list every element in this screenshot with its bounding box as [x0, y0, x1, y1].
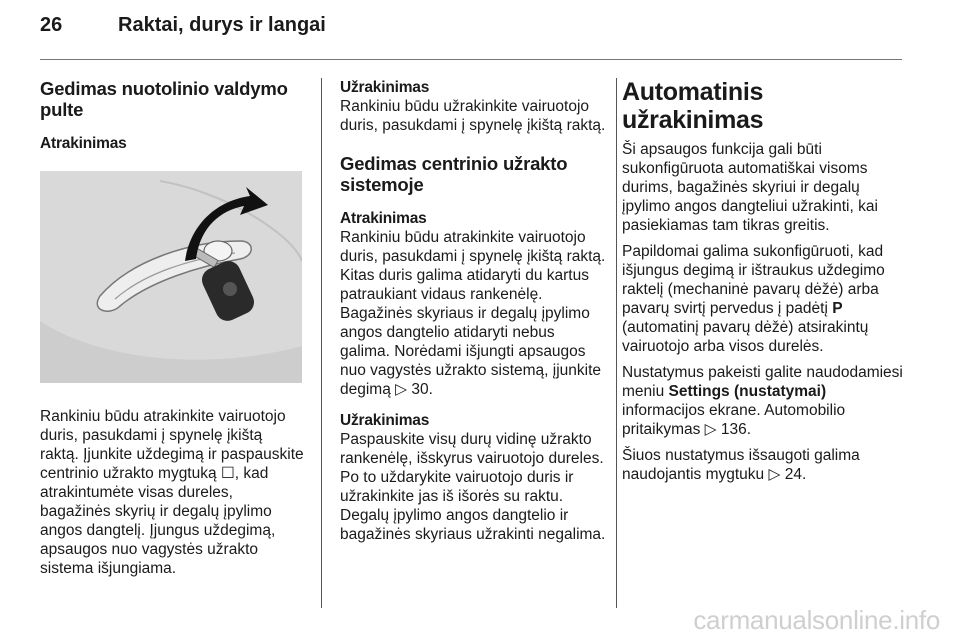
- subheading-unlocking-2: Atrakinimas: [340, 210, 427, 227]
- column-1: [40, 78, 304, 585]
- section-heading-auto-lock: Automatinis užrakinimas: [622, 78, 764, 134]
- settings-paragraph: Nustatymus pakeisti galite naudodamiesi meniu Settings (nustatymai) informacijos ekrane. Automobilio pritaikymas ▷ 136.: [622, 364, 903, 438]
- column-3: [622, 78, 907, 491]
- manual-unlock-paragraph: Rankiniu būdu atrakinkite vairuotojo duris, pasukdami į spynelę įkištą raktą. Kitas duris galima atidaryti du kartus patraukiant vidaus rankenėlę. Bagažinės skyriaus ir degalų įpylimo angos dangtelio atidaryti nebus galima. Norėdami išjungti apsaugos nuo vagystės užrakto sistemą, įjunkite degimą ▷ 30.: [340, 229, 606, 398]
- column-2: [340, 78, 606, 551]
- header-divider: [40, 59, 902, 60]
- subheading-locking-2: Užrakinimas: [340, 412, 430, 429]
- auto-unlock-description: Papildomai galima sukonfigūruoti, kad išjungus degimą ir ištraukus uždegimo raktelį (mechaninė pavarų dėžė) arba pavarų svirtį pervedus į padėtį P (automatinį pavarų dėžė) atsirakintų vairuotojo arba visos durelės.: [622, 243, 885, 355]
- unlock-instructions-paragraph: Rankiniu būdu atrakinkite vairuotojo duris, pasukdami į spynelę įkištą raktą. Įjunkite uždegimą ir paspauskite centrinio užrakto mygtuką ☐, kad atrakintumėte visas dureles, bagažinės skyrių ir degalų įpylimo angos dangtelį. Įjungus uždegimą, apsaugos nuo vagystės užrakto sistema išjungiama.: [40, 408, 304, 577]
- column-divider-2: [616, 78, 617, 608]
- page-number: 26: [40, 14, 63, 36]
- door-handle-with-key-icon: [40, 171, 302, 383]
- auto-lock-description: Ši apsaugos funkcija gali būti sukonfigūruota automatiškai visoms durims, bagažinės skyriui ir degalų įpylimo angos dangteliui užrakinti, kai pasiekiamas tam tikras greitis.: [622, 141, 878, 234]
- section-heading-central-lock-failure: Gedimas centrinio užrakto sistemoje: [340, 153, 568, 195]
- page-header: [40, 14, 326, 46]
- column-divider-1: [321, 78, 322, 608]
- subheading-locking: Užrakinimas: [340, 79, 430, 96]
- watermark: carmanualsonline.info: [693, 605, 940, 635]
- save-settings-paragraph: Šiuos nustatymus išsaugoti galima naudojantis mygtuku ▷ 24.: [622, 447, 860, 483]
- manual-lock-paragraph: Rankiniu būdu užrakinkite vairuotojo duris, pasukdami į spynelę įkištą raktą.: [340, 98, 606, 134]
- section-heading-remote-failure: Gedimas nuotolinio valdymo pulte: [40, 78, 288, 120]
- lock-procedure-paragraph: Paspauskite visų durų vidinę užrakto rankenėlę, išskyrus vairuotojo dureles. Po to uždarykite vairuotojo duris ir užrakinkite jas iš išorės su raktu. Degalų įpylimo angos dangtelio ir bagažinės skyriaus užrakinti negalima.: [340, 431, 606, 543]
- subheading-unlocking: Atrakinimas: [40, 135, 127, 152]
- chapter-title: Raktai, durys ir langai: [118, 14, 326, 36]
